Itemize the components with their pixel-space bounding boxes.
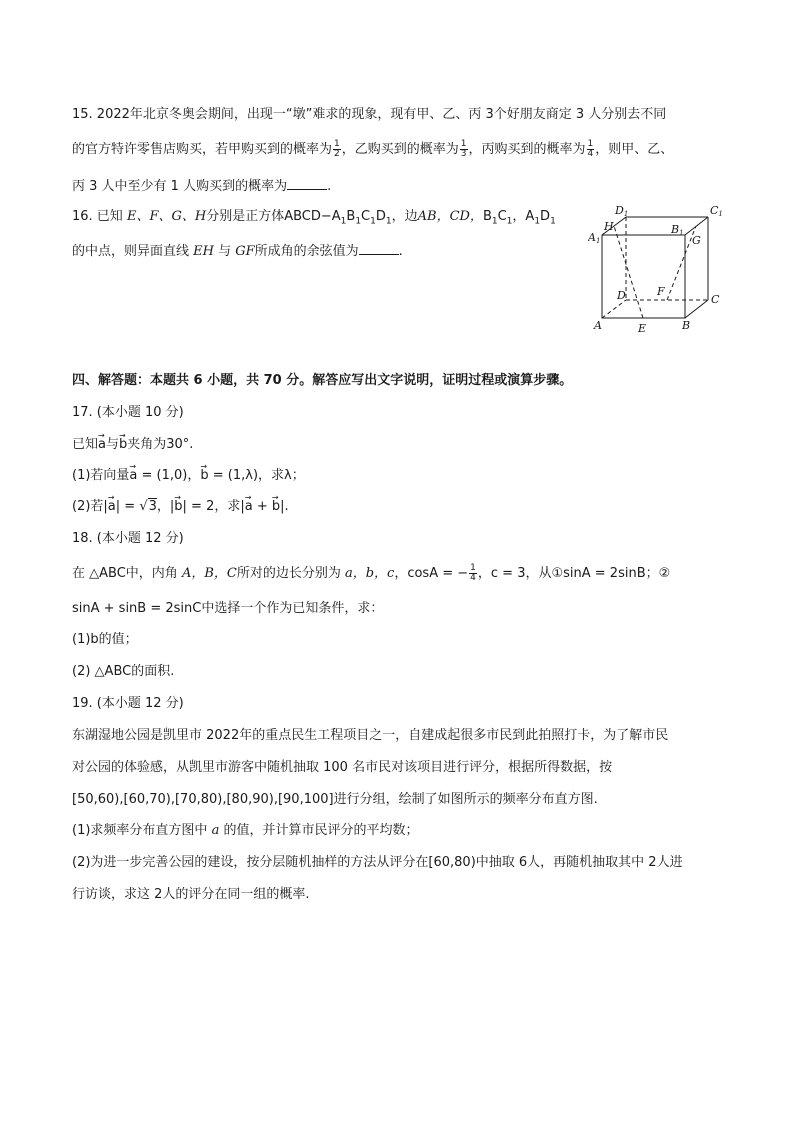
q19-line3: [50,60),[60,70),[70,80),[80,90),[90,100]进行分组，绘制了如图所示的频率分布直方图. xyxy=(72,792,598,807)
line-eh xyxy=(614,226,643,318)
label-b1: B1 xyxy=(671,223,684,237)
q18-line1: 在 △ABC中，内角 A，B，C所对的边长分别为 a，b，c，cosA = − $\frac{1}{4}$ ，c = 3，从①sinA = 2sinB；② xyxy=(72,563,671,583)
label-a: A xyxy=(594,319,602,332)
label-e: E xyxy=(638,322,647,335)
section-heading: 四、解答题：本题共 6 小题，共 70 分。解答应写出文字说明，证明过程或演算步骤。 xyxy=(72,373,573,388)
q18-line2: sinA + sinB = 2sinC中选择一个作为已知条件，求： xyxy=(72,601,384,616)
q19-head: 19. (本小题 12 分) xyxy=(72,696,184,711)
answer-blank xyxy=(287,176,327,190)
fraction-quarter: $\frac{1}{4}$ xyxy=(470,563,476,583)
cube-figure xyxy=(588,204,728,336)
q16-line1: 16. 已知 E、F、G、H分别是正方体$ABCD-A_1B_1C_1D_1$，边AB，CD，$B_1C_1$，$A_1D_1$ xyxy=(72,209,556,227)
label-b: B xyxy=(682,319,691,332)
q17-part1: (1)若向量→ a = (1,0)，→ b = (1,λ)，求λ； xyxy=(72,467,305,485)
label-d: D xyxy=(617,289,626,302)
q19-line1: 东湖湿地公园是凯里市 2022年的重点民生工程项目之一，自建成起很多市民到此拍照打卡，为了解市民 xyxy=(72,728,669,743)
q18-part1: (1)b的值； xyxy=(72,632,138,647)
q17-part2: (2)若|→ a| = √3，|→ b| = 2，求|→ a + → b|. xyxy=(72,498,289,516)
label-c: C xyxy=(711,293,720,306)
label-h: H xyxy=(604,220,614,233)
q19-part2-line2: 行访谈，求这 2人的评分在同一组的概率. xyxy=(72,887,310,902)
q18-head: 18. (本小题 12 分) xyxy=(72,531,184,546)
q19-line2: 对公园的体验感，从凯里市游客中随机抽取 100 名市民对该项目进行评分，根据所得数据，按 xyxy=(72,760,613,775)
fraction-third: $\frac{1}{3}$ xyxy=(460,139,467,159)
q15-line2: 的官方特许零售店购买，若甲购买到的概率为 $\frac{1}{2}$ ，乙购买到的概率为 $\frac{1}{3}$ ，丙购买到的概率为 $\frac{1}{4}$ ，则甲、乙、 xyxy=(72,139,674,159)
label-g: G xyxy=(692,234,701,247)
label-d1: D1 xyxy=(615,204,629,218)
fraction-quarter: $\frac{1}{4}$ xyxy=(587,139,594,159)
q19-part2-line1: (2)为进一步完善公园的建设，按分层随机抽样的方法从评分在[60,80)中抽取 6人，再随机抽取其中 2人进 xyxy=(72,855,683,870)
fraction-half: $\frac{1}{2}$ xyxy=(334,139,340,159)
label-f: F xyxy=(657,285,665,298)
q15-line3: 丙 3 人中至少有 1 人购买到的概率为 . xyxy=(72,176,331,196)
q18-part2: (2) △ABC的面积. xyxy=(72,664,175,679)
q17-stem: 已知→ a与→ b夹角为30°. xyxy=(72,436,193,454)
label-a1: A1 xyxy=(588,231,601,245)
q19-part1: (1)求频率分布直方图中 a 的值，并计算市民评分的平均数； xyxy=(72,823,419,838)
q15-line1: 15. 2022年北京冬奥会期间，出现一“墩”难求的现象，现有甲、乙、丙 3个好朋友商定 3 人分别去不同 xyxy=(72,107,667,122)
q16-line2: 的中点，则异面直线 EH 与 GF所成角的余弦值为 . xyxy=(72,241,403,261)
answer-blank xyxy=(359,241,399,255)
cube-front-face xyxy=(602,235,685,318)
label-c1: C1 xyxy=(710,204,723,218)
q17-head: 17. (本小题 10 分) xyxy=(72,405,184,420)
